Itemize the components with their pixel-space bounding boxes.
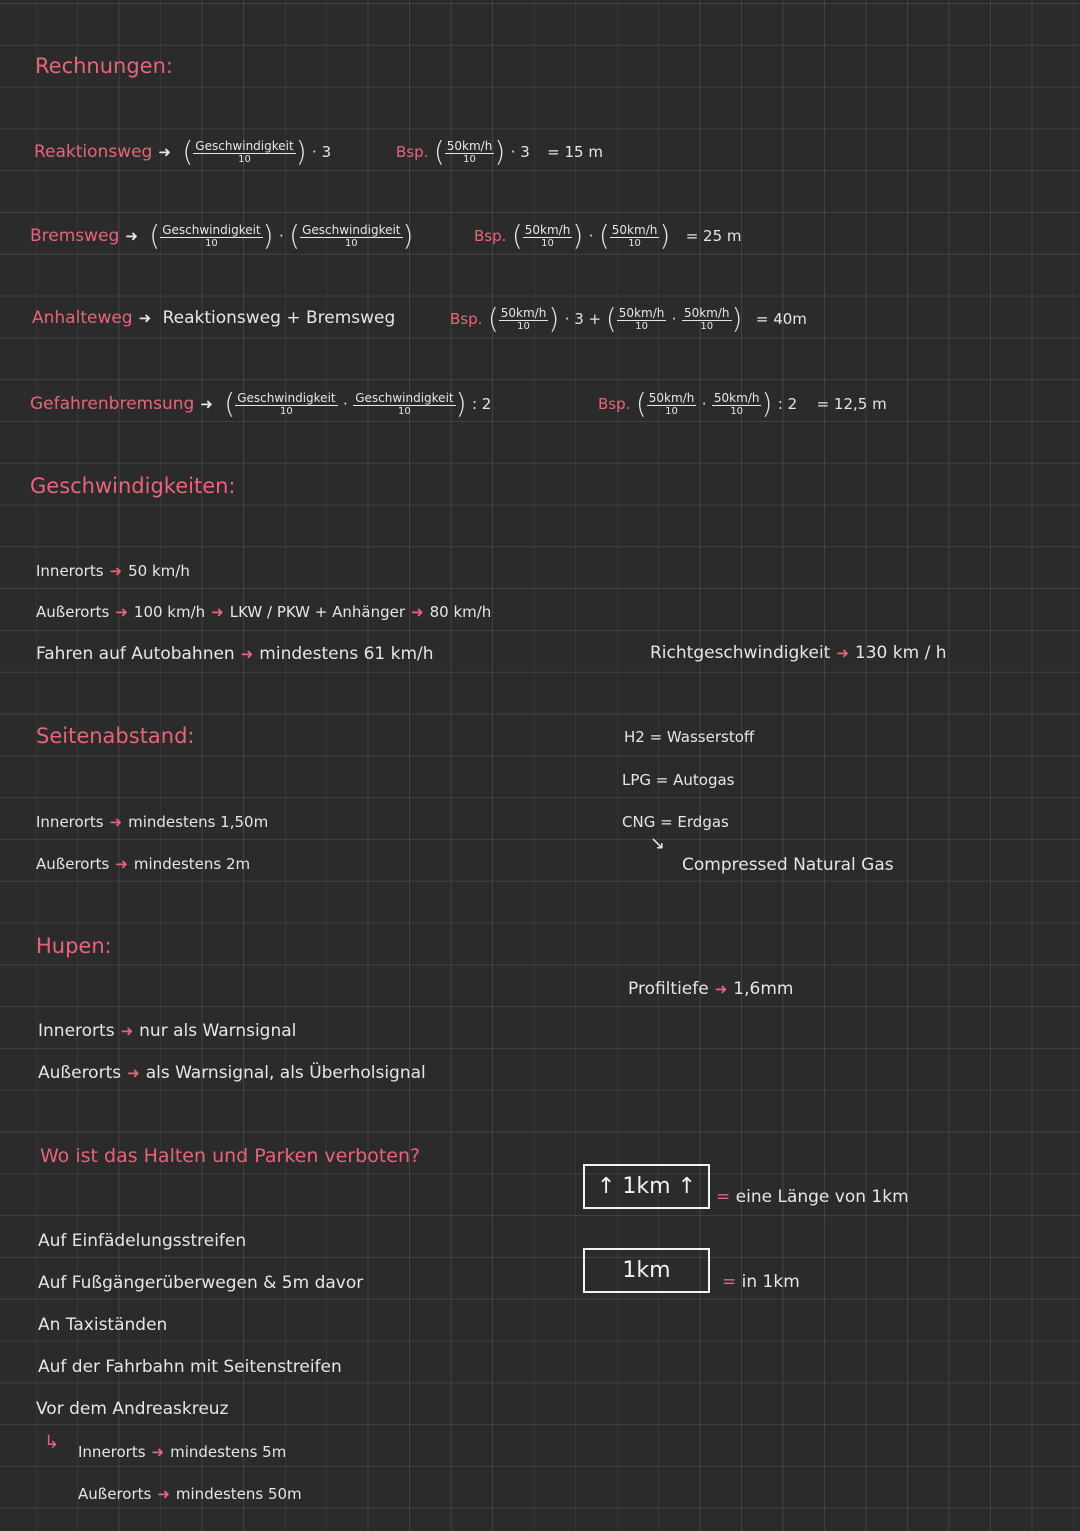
arrow-icon: ➜: [158, 143, 171, 161]
profiltiefe: Profiltiefe ➜ 1,6mm: [628, 979, 794, 999]
arrow-icon: ➜: [240, 645, 254, 663]
arrow-icon: ➜: [127, 1064, 140, 1082]
arrow-icon: ➜: [411, 603, 424, 621]
arrow-icon: ➜: [138, 309, 152, 327]
gefahrenbremsung-result: = 12,5 m: [816, 395, 887, 413]
arrow-icon: ➜: [109, 813, 123, 831]
reaktionsweg-row: Reaktionsweg ➜ ( $\frac{\text{Geschwindigkeit}}{10}$ ) · 3: [34, 135, 332, 168]
sign-length-box: ↑ 1km ↑: [583, 1164, 710, 1209]
abstand-innerorts: Innerorts ➜ mindestens 1,50m: [36, 813, 269, 831]
abstand-ausserorts: Außerorts ➜ mindestens 2m: [36, 855, 251, 873]
verbot-item: Vor dem Andreaskreuz: [36, 1399, 229, 1419]
arrow-icon: ➜: [115, 603, 128, 621]
bremsweg-example: Bsp. ( $\frac{50km/h}{10}$ ) · ( $\frac{50km/h}{10}$ ) = 25 m: [474, 219, 742, 252]
arrow-icon: ➜: [211, 603, 224, 621]
reaktionsweg-result: = 15 m: [547, 143, 603, 161]
sign-distance-box: 1km: [583, 1248, 710, 1293]
verbot-sub-ausserorts: Außerorts ➜ mindestens 50m: [78, 1485, 302, 1503]
speed-autobahn: Fahren auf Autobahnen ➜ mindestens 61 km/h: [36, 644, 434, 664]
hupen-heading: Hupen:: [36, 934, 112, 958]
verbot-item: Auf Fußgängerüberwegen & 5m davor: [38, 1273, 364, 1293]
seitenabstand-heading: Seitenabstand:: [36, 724, 195, 748]
verbot-sub-innerorts: Innerorts ➜ mindestens 5m: [78, 1443, 287, 1461]
rechnungen-heading: Rechnungen:: [35, 54, 173, 78]
arrow-icon: ➜: [200, 395, 213, 413]
verbot-item: Auf Einfädelungsstreifen: [38, 1231, 247, 1251]
gefahrenbremsung-row: Gefahrenbremsung ➜ ( $\frac{\text{Geschwindigkeit}}{10}$ · $\frac{\text{Geschwindigkeit}}{10}$ ) : 2: [30, 387, 492, 420]
arrow-icon: ➜: [115, 855, 128, 873]
gas-cng-full: Compressed Natural Gas: [682, 855, 894, 875]
geschwindigkeiten-heading: Geschwindigkeiten:: [30, 474, 236, 498]
arrow-icon: ➜: [120, 1022, 134, 1040]
arrow-icon: ➜: [109, 562, 123, 580]
gas-lpg: LPG = Autogas: [622, 771, 735, 789]
speed-innerorts: Innerorts ➜ 50 km/h: [36, 562, 190, 580]
verbot-item: Auf der Fahrbahn mit Seitenstreifen: [38, 1357, 342, 1377]
anhalteweg-example: Bsp. ( $\frac{50km/h}{10}$ ) · 3 + ( $\frac{50km/h}{10}$ · $\frac{50km/h}{10}$ ) = 40m: [450, 302, 807, 335]
hupen-ausserorts: Außerorts ➜ als Warnsignal, als Überholsignal: [38, 1063, 426, 1083]
anhalteweg-row: Anhalteweg ➜ Reaktionsweg + Bremsweg: [32, 308, 396, 328]
richtgeschwindigkeit: Richtgeschwindigkeit ➜ 130 km / h: [650, 643, 947, 663]
formula-fraction: $\frac{\text{Geschwindigkeit}}{10}$: [195, 138, 294, 165]
arrow-icon: ➜: [157, 1485, 170, 1503]
gas-cng: CNG = Erdgas: [622, 813, 729, 831]
verbot-item: An Taxiständen: [38, 1315, 168, 1335]
reaktionsweg-example: Bsp. ( $\frac{50km/h}{10}$ ) · 3 = 15 m: [396, 135, 603, 168]
gas-h2: H2 = Wasserstoff: [624, 728, 755, 746]
arrow-turn-icon: ↳: [44, 1432, 60, 1453]
gefahrenbremsung-example: Bsp. ( $\frac{50km/h}{10}$ · $\frac{50km/h}{10}$ ) : 2 = 12,5 m: [598, 387, 887, 420]
verbot-heading: Wo ist das Halten und Parken verboten?: [40, 1145, 421, 1167]
arrow-icon: ➜: [714, 980, 728, 998]
arrow-icon: ➜: [151, 1443, 165, 1461]
arrow-icon: ➜: [125, 227, 138, 245]
sign-distance-meaning: = in 1km: [722, 1272, 800, 1292]
anhalteweg-result: = 40m: [755, 310, 807, 328]
reaktionsweg-label: Reaktionsweg: [34, 142, 153, 162]
bremsweg-label: Bremsweg: [30, 226, 120, 246]
arrow-down-right-icon: ↘: [650, 833, 666, 854]
speed-ausserorts: Außerorts ➜ 100 km/h ➜ LKW / PKW + Anhänger ➜ 80 km/h: [36, 603, 492, 621]
hupen-innerorts: Innerorts ➜ nur als Warnsignal: [38, 1021, 297, 1041]
anhalteweg-label: Anhalteweg: [32, 308, 133, 328]
bremsweg-result: = 25 m: [685, 227, 742, 245]
sign-length-meaning: = eine Länge von 1km: [716, 1187, 909, 1207]
bremsweg-row: Bremsweg ➜ ( $\frac{\text{Geschwindigkeit}}{10}$ ) · ( $\frac{\text{Geschwindigkeit}}{10}$ ): [30, 219, 414, 252]
gefahrenbremsung-label: Gefahrenbremsung: [30, 394, 195, 414]
arrow-icon: ➜: [836, 644, 849, 662]
